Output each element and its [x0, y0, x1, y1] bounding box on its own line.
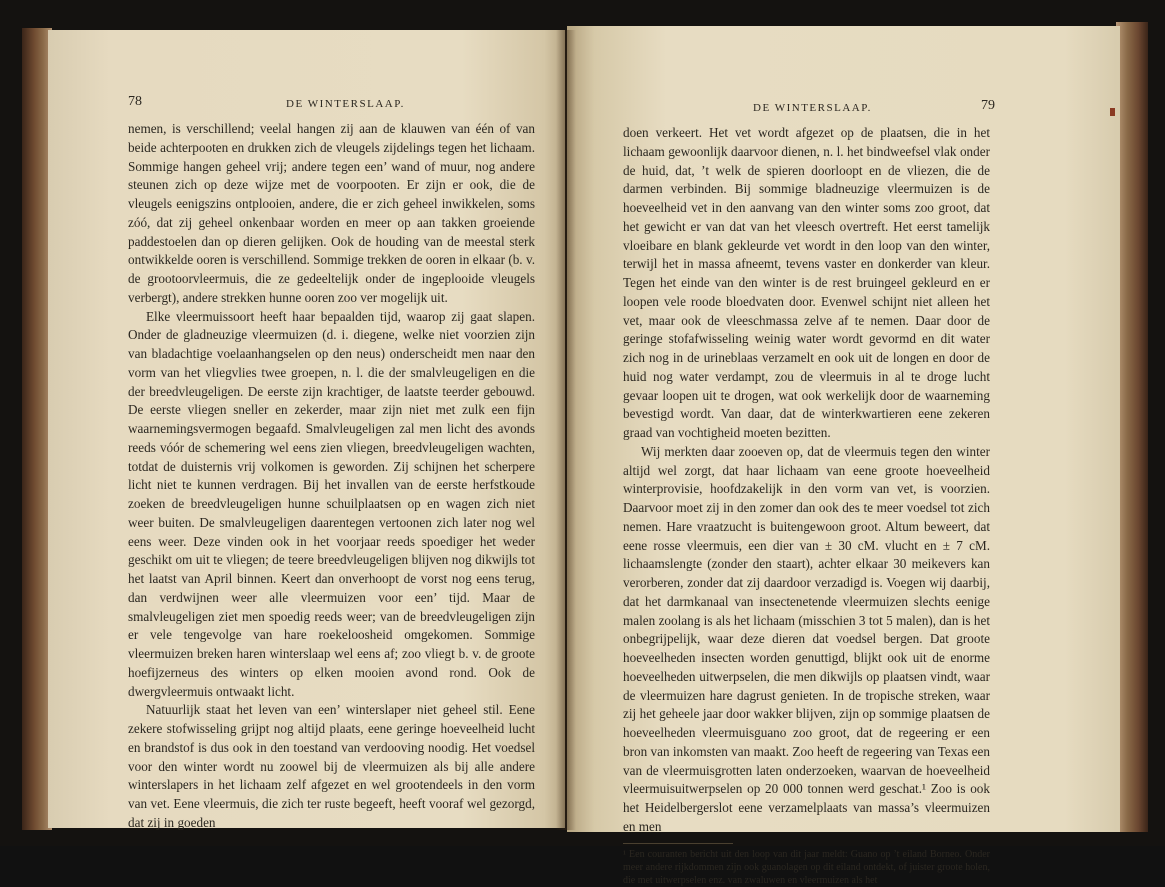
footnote-rule: [623, 843, 733, 844]
right-page-body: [623, 124, 990, 837]
left-page-header: [128, 94, 535, 120]
right-paragraph-1: doen verkeert. Het vet wordt afgezet op de plaatsen, die in het lichaam gewoonlijk daarvoor dienen, n. l. het bindweefsel vlak onder de huid, dat, ’t welk de spieren doorloopt en de vliezen, die de darmen verbinden. Bij sommige bladneuzige vleermuizen is de hoeveelheid vet in den aanvang van den winter soms zoo groot, dat het gewicht er van dat van het vleesch overtreft. Het eerst tamelijk vloeibare en blank gekleurde vet wordt in den loop van den winter, terwijl het in massa afneemt, tevens vaster en donkerder van kleur. Tegen het einde van den winter is de rest bruingeel gekleurd en er loopen vele roode bloedvaten door. Evenwel schijnt niet alleen het vet, maar ook de vleeschmassa zelve af te nemen. Daar door de geringe stofafwisseling weinig water wordt gevormd en dit water zich nog in de urineblaas verzamelt en ook uit de longen en door de huid nog water verdampt, zou de vleermuis in al te droge lucht gevaar loopen uit te drogen, wat ook werkelijk door de waarneming bevestigd wordt. Van daar, dat de winterkwartieren eene zekeren graad van vochtigheid moeten bezitten.: [623, 125, 990, 440]
left-page-number: 78: [128, 94, 142, 109]
footnote: ¹ Een couranten bericht uit den loop van dit jaar meldt: Guano op ’t eiland Borneo. Onder meer andere rijkdommen zijn ook guanolagen op dit eiland ontdekt, of juister groote holen, die met uitwerpselen enz. van zwaluwen en vleermuizen als het: [623, 848, 990, 886]
right-paragraph-2: Wij merkten daar zooeven op, dat de vleermuis tegen den winter altijd wel zorgt, dat haar lichaam van eene groote hoeveelheid winterprovisie, hoofdzakelijk in den vorm van vet, is voorzien. Daarvoor moet zij in den zomer dan ook des te meer voedsel tot zich nemen. Hare vraatzucht is buitengewoon groot. Altum beweert, dat eene rosse vleermuis, een dier van ± 30 cM. vlucht en ± 7 cM. lichaamslengte (zonder den staart), achter elkaar 30 meikevers kan verorberen, zonder dat zij daardoor verzadigd is. Voegen wij daarbij, dat het darmkanaal van insectenetende vleermuizen slechts eenige malen zoolang is als het lichaam (misschien 3 tot 5 malen), dan is het onbegrijpelijk, waar deze dieren dat voedsel bergen. Dat groote hoeveelheden insecten worden genuttigd, blijkt ook uit de enorme hoeveelheden uitwerpselen, die men dikwijls op plaatsen vindt, waar de vleermuizen hare dagrust genieten. In de tropische streken, waar zij het geheele jaar door wakker blijven, zijn op sommige plaatsen de hoeveelheden vleermuisguano zoo groot, dat de regeering er een bron van inkomsten van maakt. Zoo heeft de regeering van Texas een van de vleermuisgrotten laten onderzoeken, waarvan de hoeveelheid vleermuisuitwerpselen op 20 000 tonnen werd geschat.¹ Zoo is ook het Heidelbergerslot eene verzamelplaats van massa’s vleermuizen en men: [623, 443, 990, 834]
left-paragraph-2: Elke vleermuissoort heeft haar bepaalden tijd, waarop zij gaat slapen. Onder de gladneuzige vleermuizen (d. i. diegene, welke niet voorzien zijn van bladachtige voelaanhangselen op den neus) onderscheidt men naar den vorm van het vliegvlies twee groepen, n. l. die der smalvleugeligen en die der breedvleugeligen. De eerste zijn krachtiger, de laatste teerder gebouwd. De eerste vliegen sneller en zekerder, maar zijn niet met zulk een fijn waarnemingsvermogen begaafd. Smalvleugeligen zal men licht des avonds reeds vóór de schemering wel eens zien vliegen, breedvleugeligen wachten, totdat de duisternis vrij volkomen is geworden. Zij schijnen het scherpere licht niet te kunnen verdragen. Bij het invallen van de eerste herfstkoude zoeken de breedvleugeligen hunne schuilplaatsen op en wagen zich niet weer buiten. De smalvleugeligen daarentegen vertoonen zich later nog wel eens weer. Deze vinden ook in het voorjaar reeds spoediger het weder geschikt om uit te vliegen; de teere breedvleugeligen blijven nog dikwijls tot het laatst van April binnen. Keert dan onverhoopt de vorst nog eens terug, dan verdwijnen weer alle vleermuizen voor een’ tijd. Maar de smalvleugeligen ziet men spoedig reeds weer; van de breedvleugeligen zijn er vele tengevolge van hare roekeloosheid omgekomen. Sommige vleermuizen breken haren winterslaap wel eens af; zoo vliegt b. v. de groote hoefijzerneus des winters op elken mooien avond rond. Ook de dwergvleermuis ontwaakt licht.: [128, 308, 535, 699]
left-page: [48, 30, 565, 828]
page-edge-mark: [1110, 108, 1115, 116]
right-page: [567, 26, 1120, 886]
left-paragraph-1: nemen, is verschillend; veelal hangen zij aan de klauwen van één of van beide achterpooten en drukken zich de vleugels zijdelings tegen het lichaam. Sommige hangen geheel vrij; andere tegen een’ wand of muur, nog andere steunen zich op deze wijze met de voorpooten. Er zijn er ook, die de vleugels eenigszins ontplooien, andere, die er zich geheel inwikkelen, soms zóó, dat zij geheel onkenbaar worden en meer op aan takken groeiende paddestoelen dan op dieren gelijken. Ook de houding van de meestal sterk ontwikkelde ooren is verschillend. Sommige trekken de ooren in elkaar (b. v. de grootoorvleermuis, die ze gedeeltelijk onder de ingeplooide vleugels verbergt), andere strekken hunne ooren zoo ver mogelijk uit.: [128, 121, 535, 305]
right-page-number: 79: [981, 98, 995, 113]
right-page-header: [623, 98, 995, 124]
left-running-head: DE WINTERSLAAP.: [286, 98, 405, 110]
left-page-body: [128, 120, 535, 833]
book-cover-right-edge: [1116, 22, 1148, 832]
left-paragraph-3: Natuurlijk staat het leven van een’ winterslaper niet geheel stil. Eene zekere stofwisseling grijpt nog altijd plaats, eene geringe hoeveelheid lucht en brandstof is dus ook in den toestand van verdooving noodig. Het voedsel voor den winter wordt nu zoowel bij de vleermuizen als bij alle andere winterslapers in het lichaam zelf afgezet en wel grootendeels in den vorm van vet. Eene vleermuis, die zich ter ruste begeeft, heeft vooraf wel gezorgd, dat zij in goeden: [128, 702, 535, 830]
book-gutter-shadow: [556, 30, 576, 830]
right-running-head: DE WINTERSLAAP.: [753, 102, 872, 114]
